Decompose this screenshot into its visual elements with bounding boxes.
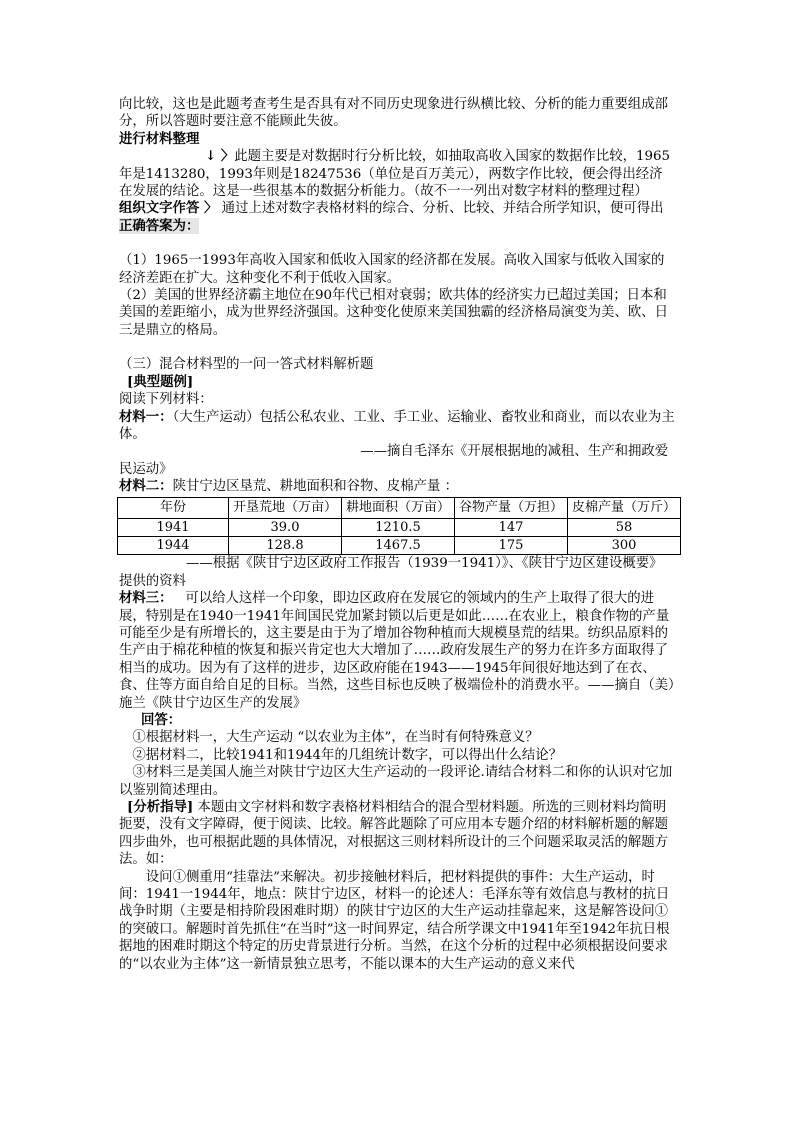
table-header: 耕地面积（万亩） <box>342 497 455 518</box>
table-cell: 58 <box>568 518 681 536</box>
material-3-label: 材料三： <box>119 590 173 607</box>
questions-label: 回答： <box>141 712 182 728</box>
table-header: 皮棉产量（万斤） <box>568 497 681 518</box>
question-2: ②据材料二，比较1941和1944年的几组统计数字，可以得出什么结论？ <box>132 747 563 763</box>
table-cell: 175 <box>455 536 568 554</box>
question-3: ③材料三是美国人施兰对陕甘宁边区大生产运动的一段评论.请结合材料二和你的认识对它加以鉴别简述理由。 <box>119 765 673 798</box>
table-cell: 300 <box>568 536 681 554</box>
material-2-source: ——根据《陕甘宁边区政府工作报告（1939一1941）》、《陕甘宁边区建设概要》提供的资料 <box>119 556 663 589</box>
heading-correct-answer: 正确答案为： <box>119 217 200 234</box>
compose-text: 通过上述对数字表格材料的综合、分析、比较、并结合所学知识，便可得出 <box>221 201 664 217</box>
material-2-text: 陕甘宁边区垦荒、耕地面积和谷物、皮棉产量 ： <box>172 479 459 495</box>
question-1: ①根据材料一，大生产运动 “以农业为主体”，在当时有何特殊意义？ <box>132 730 539 746</box>
table-cell: 1941 <box>118 518 229 536</box>
table-header: 年份 <box>118 497 229 518</box>
table-row <box>118 518 681 536</box>
table-cell: 147 <box>455 518 568 536</box>
data-analysis-paragraph <box>119 148 675 200</box>
section-title: （三）混合材料型的一问一答式材料解析题 <box>119 357 374 373</box>
table-header: 开垦荒地（万亩） <box>229 497 342 518</box>
read-instruction: 阅读下列材料： <box>119 392 213 408</box>
answer-2: （2）美国的世界经济霸主地位在90年代已相对衰弱；欧共体的经济实力已超过美国；日本和美国的差距缩小，成为世界经济强国。这种变化使原来美国独霸的经济格局演变为美、欧、日三是鼎立的格局。 <box>119 288 669 338</box>
answer-1: （1）1965一1993年高收入国家和低收入国家的经济都在发展。高收入国家与低收入国家的经济差距在扩大。这种变化不利于低收入国家。 <box>119 253 665 286</box>
analysis-label: [分析指导] <box>127 799 194 816</box>
document-page <box>119 96 675 973</box>
table-cell: 1944 <box>118 536 229 554</box>
material-1-label: 材料一： <box>119 408 173 425</box>
heading-material-organize: 进行材料整理 <box>119 130 200 147</box>
intro-paragraph: 向比较，这也是此题考查考生是否具有对不同历史现象进行纵横比较、分析的能力重要组成部分，所以答题时要注意不能顾此失彼。 <box>119 97 669 130</box>
data-analysis-text: 此题主要是对数据时行分析比较，如抽取高收入国家的数据作比较，1965年是1413280，1993年则是18247536（单位是百万美元），两数字作比较，便会得出经济在发展的结论。这是一些很基本的数据分析能力。（故不一一列出对数字材料的整理过程） <box>119 149 671 200</box>
material-2 <box>119 478 675 495</box>
analysis-text: 本题由文字材料和数字表格材料相结合的混合型材料题。所选的三则材料均简明扼要，没有文字障碍，便于阅读、比较。解答此题除了可应用本专题介绍的材料解析题的解题四步曲外，也可根据此题的具体情况，对根据这三则材料所设计的三个问题采取灵活的解题方法。如： <box>119 800 669 868</box>
compose-paragraph <box>119 200 675 235</box>
table-header-row <box>118 497 681 518</box>
down-arrow-icon: ↓ 〉 <box>205 148 235 165</box>
material-3-text: 可以给人这样一个印象，即边区政府在发展它的领域内的生产上取得了很大的进展，特别是在1940一1941年间国民党加紧封锁以后更是如此……在农业上，粮食作物的产量可能至少是有所增长的，这主要是由于为了增加谷物种植而大规模垦荒的结果。纺织品原料的生产由于棉花种植的恢复和振兴肯定也大大增加了……政府发展生产的努力在许多方面取得了相当的成功。因为有了这样的进步，边区政府能在1943——1945年间很好地达到了在衣、食、住等方面自给自足的目标。当然，这些目标也反映了极端俭朴的消费水平。——摘自（美）施兰《陕甘宁边区生产的发展》 <box>119 591 675 711</box>
heading-compose: 组织文字作答 〉 <box>119 200 218 217</box>
detail-paragraph: 设问①侧重用“挂靠法”来解决。初步接触材料后，把材料提供的事件：大生产运动，时间：1941一1944年，地点：陕甘宁边区，材料一的论述人：毛泽东等有效信息与教材的抗日战争时期（主要是相持阶段困难时期）的陕甘宁边区的大生产运动挂靠起来，这是解答设问①的突破口。解题时首先抓住“在当时”这一时间界定，结合所学课文中1941年至1942年抗日根据地的困难时期这个特定的历史背景进行分析。当然，在这个分析的过程中必须根据设问要求的“以农业为主体”这一新情景独立思考，不能以课本的大生产运动的意义来代 <box>119 869 670 972</box>
production-table <box>117 497 681 556</box>
material-1-source: ——摘自毛泽东《开展根据地的减租、生产和拥政爱民运动》 <box>119 444 669 477</box>
analysis-paragraph <box>119 799 675 869</box>
material-3 <box>119 590 675 712</box>
table-cell: 128.8 <box>229 536 342 554</box>
material-2-label: 材料二： <box>119 478 173 495</box>
table-row <box>118 536 681 554</box>
table-header: 谷物产量（万担） <box>455 497 568 518</box>
table-cell: 39.0 <box>229 518 342 536</box>
example-label: [典型题例] <box>127 373 194 390</box>
material-1 <box>119 409 675 444</box>
material-1-text: （大生产运动）包括公私农业、工业、手工业、运输业、畜牧业和商业，而以农业为主体。 <box>119 409 675 442</box>
table-cell: 1210.5 <box>342 518 455 536</box>
table-cell: 1467.5 <box>342 536 455 554</box>
